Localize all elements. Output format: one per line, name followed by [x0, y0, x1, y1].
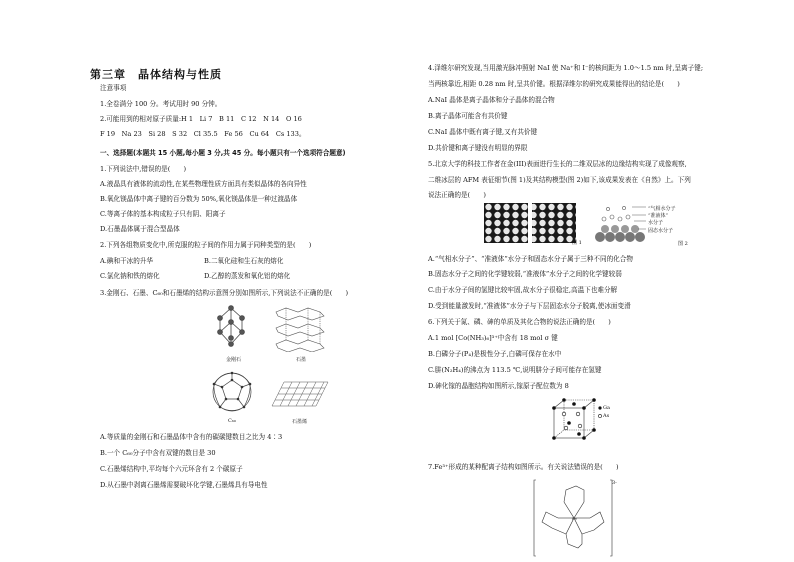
q6-stem: 6.下列关于氮、磷、砷的单质及其化合物的说法正确的是( ): [428, 318, 611, 326]
q6-option-b: B.白磷分子(P₄)是极性分子,白磷可保存在水中: [428, 350, 562, 358]
q3-option-d: D.从石墨中剥离石墨烯需要破坏化学键,石墨烯具有导电性: [100, 481, 268, 489]
q3-option-b: B.一个 C₆₀分子中含有双键的数目是 30: [100, 449, 216, 457]
q4-option-c: C.NaI 晶体中既有离子键,又有共价键: [428, 128, 538, 136]
notice-line-1: 1.全卷满分 100 分。考试用时 90 分钟。: [100, 100, 222, 108]
q2-option-a: A.碘和干冰的升华: [100, 257, 154, 265]
label-water-molecule: 水分子: [648, 220, 664, 226]
q6-option-c: C.肼(N₂H₄)的沸点为 113.5 ℃,说明肼分子间可能存在氢键: [428, 366, 602, 374]
figure-1-caption: 图 1: [572, 240, 582, 246]
section-heading: [100, 149, 346, 157]
label-solid-water: 固态水分子: [648, 228, 674, 234]
q6-option-a: A.1 mol [Co(NH₃)₆]³⁺中含有 18 mol σ 键: [428, 334, 558, 342]
q4-option-d: D.共价键和离子键没有明显的界限: [428, 144, 528, 152]
q4-line-1: 4.泽维尔研究发现,当用激光脉冲照射 NaI 使 Na⁺和 I⁻的核间距为 1.0～1.5 nm 时,呈离子键;: [428, 64, 704, 72]
label-gas-water: “气相水分子: [648, 206, 676, 212]
q4-option-a: A.NaI 晶体是离子晶体和分子晶体的混合物: [428, 96, 555, 104]
q5-line-3: 说法正确的是( ): [428, 191, 486, 199]
notice-line-2: 2.可能用到的相对原子质量:H 1 Li 7 B 11 C 12 N 14 O 16: [100, 115, 302, 123]
legend-as: As: [603, 413, 610, 419]
q1-option-a: A.液晶具有液体的流动性,在某些物理性质方面具有类似晶体的各向异性: [100, 180, 307, 188]
q4-line-2: 当两核靠近,相距 0.28 nm 时,呈共价键。根据泽维尔的研究成果能得出的结论是( ): [428, 80, 680, 88]
graphite-structure-figure: [272, 304, 328, 352]
q2-stem: 2.下列各组物质变化中,所克服的粒子间的作用力属于同种类型的是( ): [100, 241, 312, 249]
q5-option-a: A.“气相水分子”、“准液体”水分子和固态水分子属于三种不同的化合物: [428, 255, 633, 263]
complex-charge: 3-: [612, 480, 617, 486]
q1-option-d: D.石墨晶体属于混合型晶体: [100, 225, 180, 233]
q3-stem: 3.金刚石、石墨、C₆₀和石墨烯的结构示意图分别如图所示,下列说法不正确的是( ): [100, 289, 349, 297]
q1-option-b: B.氧化镁晶体中离子键的百分数为 50%,氧化镁晶体是一种过渡晶体: [100, 195, 298, 203]
c60-caption: C₆₀: [228, 418, 236, 424]
gaas-unit-cell-figure: [550, 396, 606, 442]
graphene-structure-figure: [270, 376, 330, 414]
q5-option-c: C.由于水分子间的氢键比较牢固,故水分子很稳定,高温下也难分解: [428, 286, 618, 294]
figure-2-caption: 图 2: [678, 241, 688, 247]
q5-line-2: 二维冰层的 AFM 表征细节(图 1)及其结构模型(图 2)如下,该成果发表在《自然》上。下列: [428, 176, 691, 184]
q1-stem: 1.下列说法中,错误的是( ): [100, 165, 187, 173]
q2-option-d: D.乙醇的蒸发和氧化铝的熔化: [204, 272, 291, 280]
c60-structure-figure: [210, 370, 254, 414]
notice-heading: 注意事项: [100, 84, 127, 92]
graphite-caption: 石墨: [296, 357, 307, 363]
q6-option-d: D.砷化镓的晶胞结构如图所示,镓原子配位数为 8: [428, 382, 569, 390]
legend-ga: Ga: [603, 405, 610, 411]
page-title: 第三章 晶体结构与性质: [90, 68, 222, 81]
q5-option-d: D.受到能量激发时,“准液体”水分子与下层固态水分子脱离,使冰面变滑: [428, 302, 631, 310]
svg-text:Fe: Fe: [572, 516, 577, 521]
graphene-caption: 石墨烯: [292, 419, 308, 425]
label-quasi-liquid: “准液体”: [648, 213, 669, 219]
q1-option-c: C.等离子体的基本构成粒子只有阴、阳离子: [100, 210, 226, 218]
afm-image-figure: [484, 203, 576, 243]
q5-option-b: B.固态水分子之间的化学键较弱,“准液体”水分子之间的化学键较弱: [428, 270, 622, 278]
diamond-structure-figure: [210, 302, 252, 354]
q3-option-c: C.石墨烯结构中,平均每个六元环含有 2 个碳原子: [100, 465, 243, 473]
q4-option-b: B.离子晶体可能含有共价键: [428, 112, 508, 120]
notice-line-3: F 19 Na 23 Si 28 S 32 Cl 35.5 Fe 56 Cu 64 Cs 133。: [100, 130, 306, 138]
ice-model-figure: [594, 203, 654, 245]
q5-line-1: 5.北京大学的科技工作者在金(III)表面进行生长的二维双层冰的边缘结构实现了成像观察,: [428, 160, 687, 168]
q7-stem: 7.Fe³⁺形成的某种配离子结构如图所示。有关说法错误的是( ): [428, 463, 619, 471]
fe-complex-figure: [532, 478, 616, 558]
diamond-caption: 金刚石: [226, 357, 242, 363]
q2-option-c: C.氯化钠和铁的熔化: [100, 272, 160, 280]
section-1-heading: 一、选择题(本题共 15 小题,每小题 3 分,共 45 分。每小题只有一个选项符合题意): [100, 149, 346, 157]
q2-option-b: B.二氧化硅和生石灰的熔化: [204, 257, 284, 265]
q3-option-a: A.等质量的金刚石和石墨晶体中含有的碳碳键数目之比为 4∶3: [100, 433, 283, 441]
